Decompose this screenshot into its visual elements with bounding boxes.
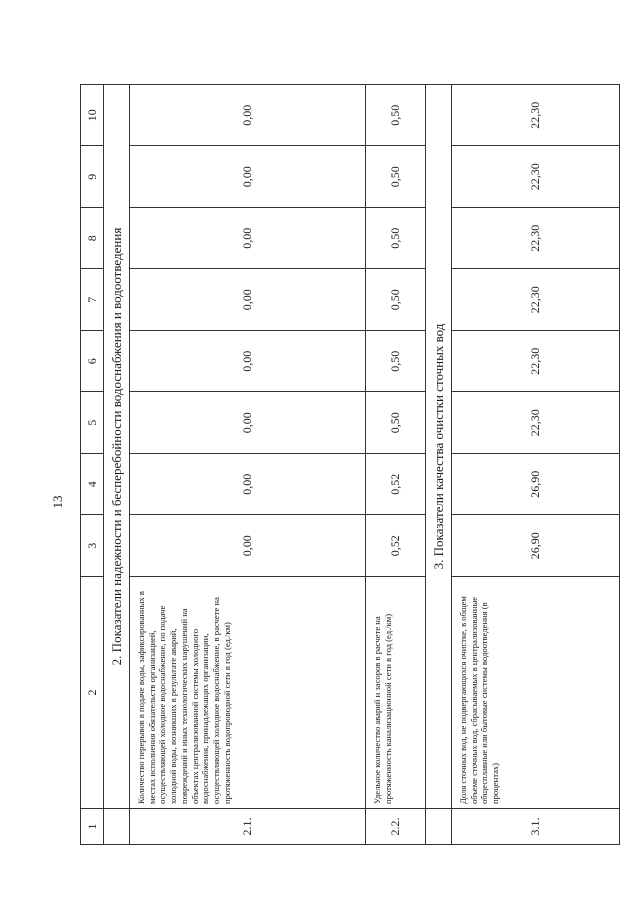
value-cell: 0,50: [366, 331, 426, 393]
indicators-table: [80, 84, 620, 845]
row-description: Доля сточных вод, не подвергающихся очистке, в общем объеме сточных вод, сбрасываемых в централизованные общесплавные или бытовые системы водоотведения (в процентах): [452, 577, 620, 809]
value-cell: 0,00: [130, 85, 366, 147]
section-row: [426, 85, 452, 845]
row-number: 2.1.: [130, 809, 366, 845]
value-cell: 26,90: [452, 454, 620, 516]
value-cell: 22,30: [452, 146, 620, 208]
value-cell: 0,50: [366, 392, 426, 454]
value-cell: 0,50: [366, 208, 426, 270]
header-cell: 4: [81, 454, 104, 516]
value-cell: 22,30: [452, 208, 620, 270]
value-cell: 22,30: [452, 85, 620, 147]
table-row: [452, 85, 620, 845]
table-row: [366, 85, 426, 845]
section-row: [104, 85, 130, 845]
value-cell: 0,50: [366, 146, 426, 208]
value-cell: 0,00: [130, 392, 366, 454]
row-description: Количество перерывов в подаче воды, зафиксированных в местах исполнения обязательств организацией, осуществляющей холодное водоснабжение, по подаче холодной воды, возникших в результате аварий, повреждений и иных технологических нарушений на объектах централизованной системы холодного водоснабжения, принадлежащих организации, осуществляющей холодное водоснабжение, в расчете на протяженность водопроводной сети в год (ед./км): [130, 577, 366, 809]
value-cell: 0,52: [366, 454, 426, 516]
row-number: 2.2.: [366, 809, 426, 845]
header-row: [81, 85, 104, 845]
value-cell: 26,90: [452, 515, 620, 577]
rotated-table-area: [80, 85, 620, 845]
header-cell: 8: [81, 208, 104, 270]
value-cell: 0,00: [130, 146, 366, 208]
section-title: 2. Показатели надежности и бесперебойности водоснабжения и водоотведения: [104, 85, 130, 809]
value-cell: 0,00: [130, 269, 366, 331]
value-cell: 0,00: [130, 208, 366, 270]
header-cell: 3: [81, 515, 104, 577]
header-cell: 6: [81, 331, 104, 393]
value-cell: 0,50: [366, 269, 426, 331]
value-cell: 0,52: [366, 515, 426, 577]
header-cell: 2: [81, 577, 104, 809]
header-cell: 1: [81, 809, 104, 845]
value-cell: 22,30: [452, 331, 620, 393]
value-cell: 0,00: [130, 454, 366, 516]
value-cell: 0,50: [366, 85, 426, 147]
header-cell: 7: [81, 269, 104, 331]
header-cell: 9: [81, 146, 104, 208]
value-cell: 0,00: [130, 515, 366, 577]
value-cell: 22,30: [452, 269, 620, 331]
value-cell: 22,30: [452, 392, 620, 454]
row-description: Удельное количество аварий и засоров в расчете на протяженность канализационной сети в год (ед./км): [366, 577, 426, 809]
table-row: [130, 85, 366, 845]
value-cell: 0,00: [130, 331, 366, 393]
section-title: 3. Показатели качества очистки сточных вод: [426, 85, 452, 809]
header-cell: 5: [81, 392, 104, 454]
page-number: 13: [50, 495, 65, 509]
table-canvas: [80, 85, 620, 845]
row-number: 3.1.: [452, 809, 620, 845]
header-cell: 10: [81, 85, 104, 147]
